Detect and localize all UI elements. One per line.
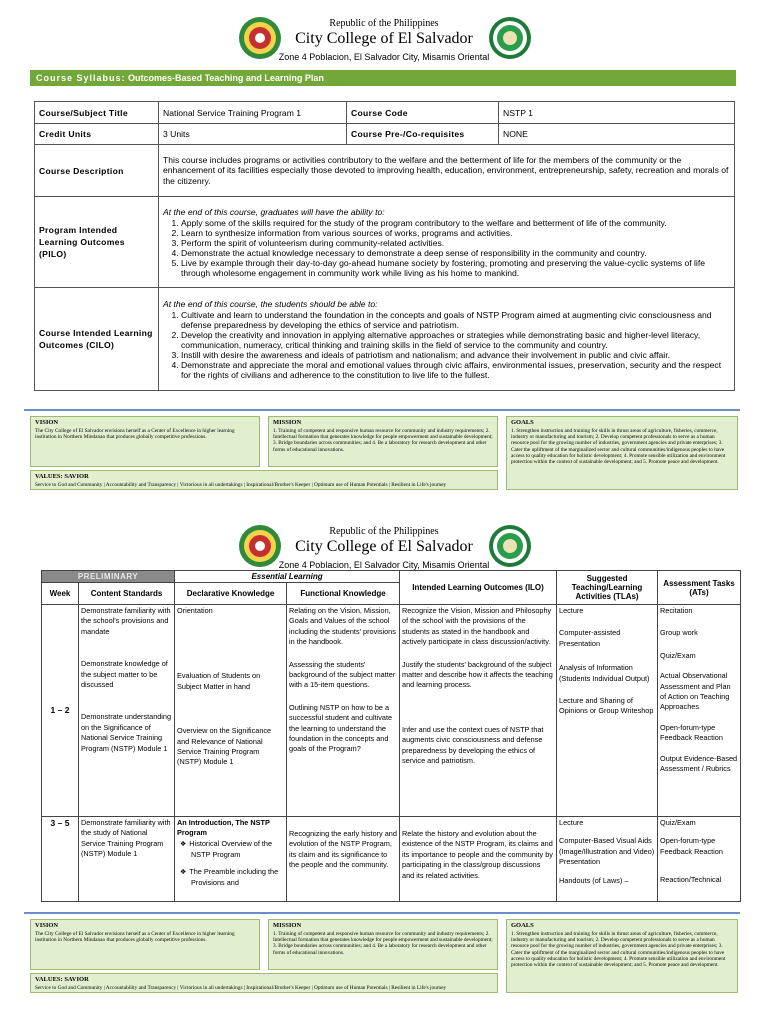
at-cell [658, 605, 741, 817]
at-item: Open-forum-type Feedback Reaction [660, 836, 723, 856]
footer-rule [24, 409, 740, 411]
cilo-list [163, 310, 730, 380]
pilo-item: 5. Live by example through their day-to-day go-ahead humane society by fostering, promoting and preserving the value-cyclic systems of life through wholesome engagement in community work while living as his home to mankind. [181, 258, 730, 278]
cilo-intro: At the end of this course, the students should be able to: [163, 298, 378, 309]
declarative-list [177, 839, 284, 889]
goals-text: 1. Strengthen instruction and training for skills in thrust areas of agriculture, fisheries, commerce, industry or manufacturing and tourism; 2. Develop competent professionals to serve as a human resource pool for the growing number of industries, government agencies and private enterprises; 3. Cater the upliftment of the marginalized sector and cultural communities/indigenous peoples to have access to quality education for holistic development; 4. Promote sensible utilization and environment protection within the context of sustainable development; and 5. Promote peace and development. [511, 931, 726, 969]
declarative-bullet: ❖ The Preamble including the Provisions and [191, 867, 284, 889]
content-standards-cell [79, 605, 175, 817]
at-item: Actual Observational Assessment and Plan of Action on Teaching Approaches [660, 671, 731, 712]
republic-line: Republic of the Philippines [329, 18, 439, 29]
content-standards-header: Content Standards [79, 583, 175, 605]
credit-units-value: 3 Units [159, 124, 347, 145]
values-text: Service to God and Community | Accountability and Transparency | Victorious in all undertakings | Inspirational/Brother's Keeper | Optimum use of Human Potentials | Resilient in Life's journey [35, 482, 447, 488]
ilo-cell: Relate the history and evolution about the existence of the NSTP Program, its claims and its importance to people and the community by participating in the class/group discussions and its related activities. [400, 817, 557, 902]
ilo-item: Recognize the Vision, Mission and Philosophy of the school with the provisions of the students as stated in the handbook and actively participate in class discussion/activity. [402, 606, 552, 647]
college-address: Zone 4 Poblacion, El Salvador City, Misamis Oriental [278, 52, 490, 62]
cilo-item: 1. Cultivate and learn to understand the foundation in the concepts and goals of NSTP Program aimed at augmenting civic consciousness and defense preparedness by developing the ethics of service and patriotism. [181, 310, 730, 330]
functional-header: Functional Knowledge [287, 583, 400, 605]
tla-item: Lecture [559, 606, 584, 615]
values-box [30, 973, 498, 993]
content-item: Demonstrate familiarity with the school's provisions and mandate [81, 606, 171, 636]
course-title-label: Course/Subject Title [35, 102, 159, 124]
pilo-item: 3. Perform the spirit of volunteerism during community-related activities. [181, 238, 730, 248]
mission-title: MISSION [273, 922, 302, 929]
cilo-cell [159, 288, 735, 391]
course-code-label: Course Code [347, 102, 499, 124]
vision-title: VISION [35, 419, 59, 426]
at-item: Reaction/Technical [660, 875, 722, 885]
course-description-label: Course Description [35, 145, 159, 197]
functional-cell: Recognizing the early history and evolution of the NSTP Program, its claim and its significance to the people and the community. [287, 817, 400, 902]
cilo-item: 4. Demonstrate and appreciate the moral and emotional values through civic affairs, environmental issues, preservation, security and the respect for the rights of civilians and adherence to the constitution to live life to the fullest. [181, 360, 730, 380]
vision-title: VISION [35, 922, 59, 929]
week-cell: 1 – 2 [42, 605, 79, 817]
mission-box [268, 416, 498, 467]
college-address: Zone 4 Poblacion, El Salvador City, Misamis Oriental [278, 560, 490, 570]
declarative-title: An Introduction, The NSTP Program [177, 818, 270, 838]
content-standards-cell: Demonstrate familiarity with the study of National Service Training Program (NSTP) Module 1 [79, 817, 175, 902]
ilo-item: Infer and use the context cues of NSTP that augments civic consciousness and defense preparedness by developing the ethics of service and patriotism. [402, 724, 544, 766]
essential-learning-header: Essential Learning [175, 571, 400, 583]
syllabus-title-band [30, 70, 736, 86]
values-box [30, 470, 498, 490]
cilo-item: 2. Develop the creativity and innovation in applying alternative approaches or strategies while demonstrating basic and higher-level literacy, communication, numeracy, critical thinking and training skills in the field of service to the community and country. [181, 330, 730, 350]
tla-item: Lecture and Sharing of Opinions or Group Writeshop [559, 696, 654, 716]
functional-cell [287, 605, 400, 817]
course-info-table [34, 101, 735, 391]
course-title-value: National Service Training Program 1 [159, 102, 347, 124]
declarative-item: Overview on the Significance and Relevance of National Service Training Program (NSTP) Module 1 [177, 726, 272, 767]
pilo-list [163, 218, 730, 278]
cilo-item: 3. Instill with desire the awareness and ideals of patriotism and nationalism; and advance their involvement in public and civic affair. [181, 350, 730, 360]
at-item: Group work [660, 628, 698, 638]
ilo-cell [400, 605, 557, 817]
tla-item: Computer-Based Visual Aids (Image/Illustration and Video) Presentation [559, 836, 655, 867]
tla-cell [557, 817, 658, 902]
at-item: Output Evidence-Based Assessment / Rubrics [660, 753, 738, 774]
tla-item: Handouts (of Laws) – [559, 875, 629, 885]
week-cell: 3 – 5 [42, 817, 79, 902]
pilo-item: 4. Demonstrate the actual knowledge necessary to demonstrate a deep sense of responsibility in the community and country. [181, 248, 730, 258]
course-code-value: NSTP 1 [499, 102, 735, 124]
republic-line: Republic of the Philippines [329, 526, 439, 537]
pilo-item: 2. Learn to synthesize information from various sources of works, programs and activities. [181, 228, 730, 238]
at-item: Open-forum-type Feedback Reaction [660, 722, 723, 743]
college-name: City College of El Salvador [295, 30, 473, 47]
declarative-cell [175, 605, 287, 817]
vision-text: The City College of El Salvador envisions herself as a Center of Excellence in higher learning institution in Northern Mindanao that produces globally competitive professions. [35, 428, 235, 441]
at-item: Quiz/Exam [660, 818, 696, 827]
vision-box [30, 919, 260, 970]
prerequisites-value: NONE [499, 124, 735, 145]
functional-item: Assessing the students' background of the subject matter with a 15-item questions. [289, 659, 396, 690]
at-cell [658, 817, 741, 902]
learning-plan-table [41, 570, 741, 902]
preliminary-header: PRELIMINARY [42, 571, 175, 583]
page1-header [0, 16, 768, 76]
vision-text: The City College of El Salvador envisions herself as a Center of Excellence in higher learning institution in Northern Mindanao that produces globally competitive professions. [35, 931, 235, 944]
college-name: City College of El Salvador [295, 538, 473, 555]
footer-rule [24, 912, 740, 914]
goals-text: 1. Strengthen instruction and training for skills in thrust areas of agriculture, fisheries, commerce, industry or manufacturing and tourism; 2. Develop competent professionals to serve as a human resource pool for the growing number of industries, government agencies and private enterprises; 3. Cater the upliftment of the marginalized sector and cultural communities/indigenous peoples to have access to quality education for holistic development; 4. Promote sensible utilization and environment protection within the context of sustainable development; and 5. Promote peace and development. [511, 428, 726, 466]
at-item: Quiz/Exam [660, 650, 696, 660]
functional-item: Relating on the Vision, Mission, Goals and Values of the school including the students' provisions in the handbook. [289, 606, 396, 647]
tla-header: Suggested Teaching/Learning Activities (TLAs) [557, 571, 658, 605]
course-description-text: This course includes programs or activities contributory to the welfare and the betterment of life for the members of the community or the enhancement of its facilities especially those devoted to improving health, education, environment, entrepreneurship, safety, recreation and morals of the citizenry. [159, 145, 735, 197]
declarative-cell [175, 817, 287, 902]
week-header: Week [42, 583, 79, 605]
declarative-header: Declarative Knowledge [175, 583, 287, 605]
city-seal-icon [488, 16, 532, 60]
mission-text: 1. Training of competent and responsive human resource for community and industry requirements; 2. Intellectual formation that generates knowledge for people empowerment and sustainable development; 3. Bridge boundaries across communities; and 4. Be a laboratory for research development and other forms of educational innovations. [273, 931, 493, 956]
values-title: VALUES: SAVIOR [35, 976, 89, 983]
goals-title: GOALS [511, 922, 534, 929]
tla-item: Lecture [559, 818, 584, 827]
mission-text: 1. Training of competent and responsive human resource for community and industry requirements; 2. Intellectual formation that generates knowledge for people empowerment and sustainable development; 3. Bridge boundaries across communities; and 4. Be a laboratory for research development and other forms of educational innovations. [273, 428, 493, 453]
values-text: Service to God and Community | Accountability and Transparency | Victorious in all undertakings | Inspirational/Brother's Keeper | Optimum use of Human Potentials | Resilient in Life's journey [35, 985, 447, 991]
syllabus-label: Course Syllabus: [36, 73, 126, 83]
pilo-item: 1. Apply some of the skills required for the study of the program contributory to the welfare and betterment of life of the community. [181, 218, 730, 228]
ilo-item: Justify the students' background of the subject matter and describe how it affects the teaching and learning process. [402, 659, 553, 690]
tla-item: Computer-assisted Presentation [559, 628, 621, 648]
goals-title: GOALS [511, 419, 534, 426]
mission-box [268, 919, 498, 970]
pilo-label: Program Intended Learning Outcomes (PILO) [35, 197, 159, 288]
pilo-intro: At the end of this course, graduates will have the ability to: [163, 206, 385, 217]
declarative-bullet: ❖ Historical Overview of the NSTP Program [191, 839, 284, 861]
tla-cell [557, 605, 658, 817]
city-seal-icon [488, 524, 532, 568]
cilo-label: Course Intended Learning Outcomes (CILO) [35, 288, 159, 391]
content-item: Demonstrate understanding on the Significance of National Service Training Program (NSTP) Module 1 [81, 712, 172, 753]
values-title: VALUES: SAVIOR [35, 473, 89, 480]
vision-box [30, 416, 260, 467]
pilo-cell [159, 197, 735, 288]
syllabus-title: Outcomes-Based Teaching and Learning Plan [128, 73, 324, 83]
ilo-header: Intended Learning Outcomes (ILO) [400, 571, 557, 605]
at-item: Recitation [660, 606, 693, 615]
at-header: Assessment Tasks (ATs) [658, 571, 741, 605]
goals-box [506, 919, 738, 993]
content-item: Demonstrate knowledge of the subject matter to be discussed [81, 659, 168, 690]
tla-item: Analysis of Information (Students Individual Output) [559, 663, 650, 683]
goals-box [506, 416, 738, 490]
prerequisites-label: Course Pre-/Co-requisites [347, 124, 499, 145]
declarative-item: Orientation [177, 606, 213, 615]
functional-item: Outlining NSTP on how to be a successful student and cultivate the learning to understand the foundation in the concepts and goals of the Program? [289, 702, 393, 754]
declarative-item: Evaluation of Students on Subject Matter in hand [177, 671, 261, 691]
mission-title: MISSION [273, 419, 302, 426]
credit-units-label: Credit Units [35, 124, 159, 145]
